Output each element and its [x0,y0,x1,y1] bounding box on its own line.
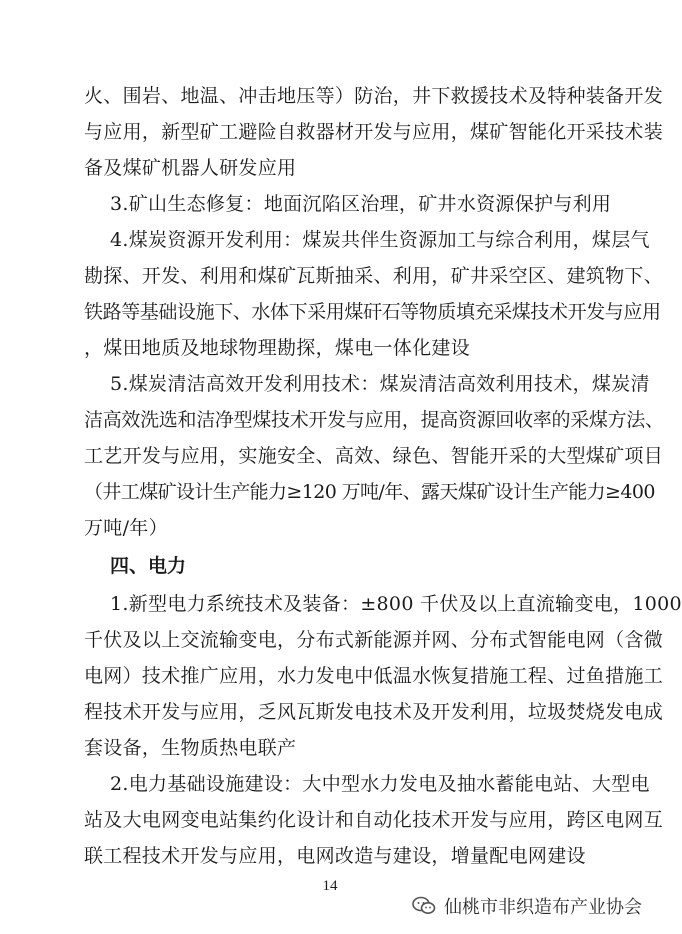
paragraph-line: 火、围岩、地温、冲击地压等）防治，井下救援技术及特种装备开发 [84,85,664,107]
watermark [412,893,642,919]
paragraph-line: （井工煤矿设计生产能力≥120 万吨/年、露天煤矿设计生产能力≥400 [84,481,655,503]
paragraph-line: 铁路等基础设施下、水体下采用煤矸石等物质填充采煤技术开发与应用 [84,301,661,323]
paragraph-line: 程技术开发与应用，乏风瓦斯发电技术及开发利用，垃圾焚烧发电成 [84,701,664,723]
paragraph-line: 洁高效洗选和洁净型煤技术开发与应用，提高资源回收率的采煤方法、 [84,409,664,431]
paragraph-line: 电网）技术推广应用，水力发电中低温水恢复措施工程、过鱼措施工 [84,665,664,687]
paragraph-line: 与应用，新型矿工避险自救器材开发与应用，煤矿智能化开采技术装 [84,121,664,143]
paragraph-line: 5.煤炭清洁高效开发利用技术：煤炭清洁高效利用技术，煤炭清 [110,373,650,395]
page-number: 14 [322,878,338,894]
paragraph-line: 2.电力基础设施建设：大中型水力发电及抽水蓄能电站、大型电 [110,773,650,795]
paragraph-line: 千伏及以上交流输变电，分布式新能源并网、分布式智能电网（含微 [84,629,664,651]
paragraph-line: 3.矿山生态修复：地面沉陷区治理，矿井水资源保护与利用 [110,193,612,215]
paragraph-line: 备及煤矿机器人研发应用 [84,157,297,179]
paragraph-line: 1.新型电力系统技术及装备：±800 千伏及以上直流输变电，1000 [110,593,682,615]
wechat-icon [412,896,436,916]
watermark-text: 仙桃市非织造布产业协会 [444,897,642,918]
paragraph-line: 站及大电网变电站集约化设计和自动化技术开发与应用，跨区电网互 [84,809,664,831]
paragraph-line: 万吨/年） [84,517,168,539]
paragraph-line: 勘探、开发、利用和煤矿瓦斯抽采、利用，矿井采空区、建筑物下、 [84,265,664,287]
paragraph-line: 联工程技术开发与应用，电网改造与建设，增量配电网建设 [84,845,586,867]
paragraph-line: 4.煤炭资源开发利用：煤炭共伴生资源加工与综合利用，煤层气 [110,229,650,251]
paragraph-line: ，煤田地质及地球物理勘探，煤电一体化建设 [84,337,471,359]
section-heading: 四、电力 [110,555,187,577]
paragraph-line: 套设备，生物质热电联产 [84,737,297,759]
paragraph-line: 工艺开发与应用，实施安全、高效、绿色、智能开采的大型煤矿项目 [84,445,664,467]
